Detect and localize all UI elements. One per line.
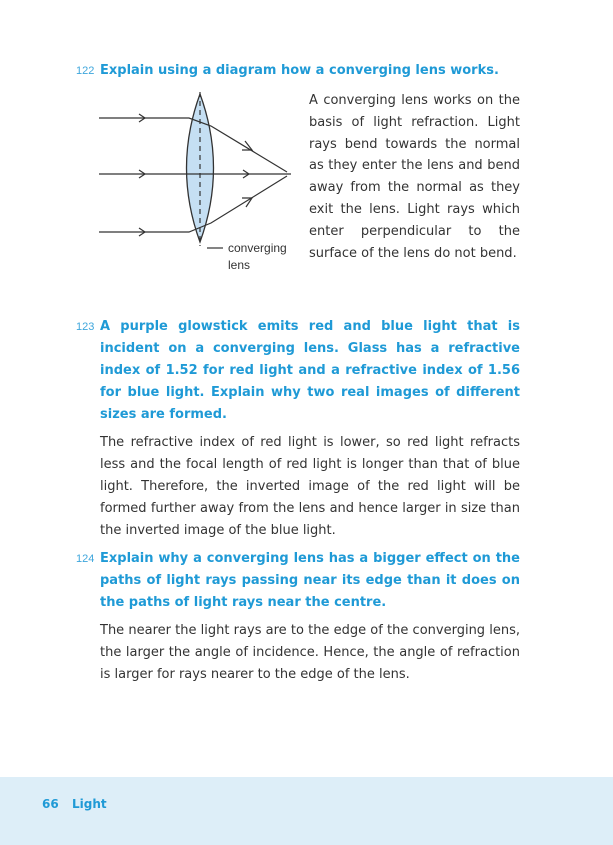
question-text: Explain why a converging lens has a bigger effect on the paths of light rays passing near its edge than it does on the paths of light rays near the centre. xyxy=(100,551,520,610)
answer-124: The nearer the light rays are to the edge of the converging lens, the larger the angle of incidence. Hence, the angle of refraction is larger for rays nearer to the edge of the lens. xyxy=(100,623,520,682)
question-text: Explain using a diagram how a converging lens works. xyxy=(100,63,499,78)
question-124 xyxy=(76,548,520,686)
converging-lens-diagram xyxy=(99,88,299,273)
page-footer xyxy=(0,777,613,845)
question-number: 122 xyxy=(76,65,95,77)
lens-label-line1: converging xyxy=(228,241,287,255)
question-number: 124 xyxy=(76,553,95,565)
lens-label-line2: lens xyxy=(228,258,251,272)
section-title: Light xyxy=(72,797,107,811)
question-122 xyxy=(76,60,520,82)
page-number: 66 xyxy=(42,797,59,811)
question-123 xyxy=(76,316,520,542)
answer-123: The refractive index of red light is lower, so red light refracts less and the focal length of red light is longer than that of blue light. Therefore, the inverted image of the red light will be formed further away from the lens and hence larger in size than the inverted image of the blue light. xyxy=(100,435,520,538)
question-text: A purple glowstick emits red and blue light that is incident on a converging lens. Glass has a refractive index of 1.52 for red light and a refractive index of 1.56 for blue light. Explain why two real images of different sizes are formed. xyxy=(100,319,520,422)
answer-122: A converging lens works on the basis of light refraction. Light rays bend towards the normal as they enter the lens and bend away from the normal as they exit the lens. Light rays which enter perpendicular to the surface of the lens do not bend. xyxy=(309,93,520,261)
question-number: 123 xyxy=(76,321,95,333)
